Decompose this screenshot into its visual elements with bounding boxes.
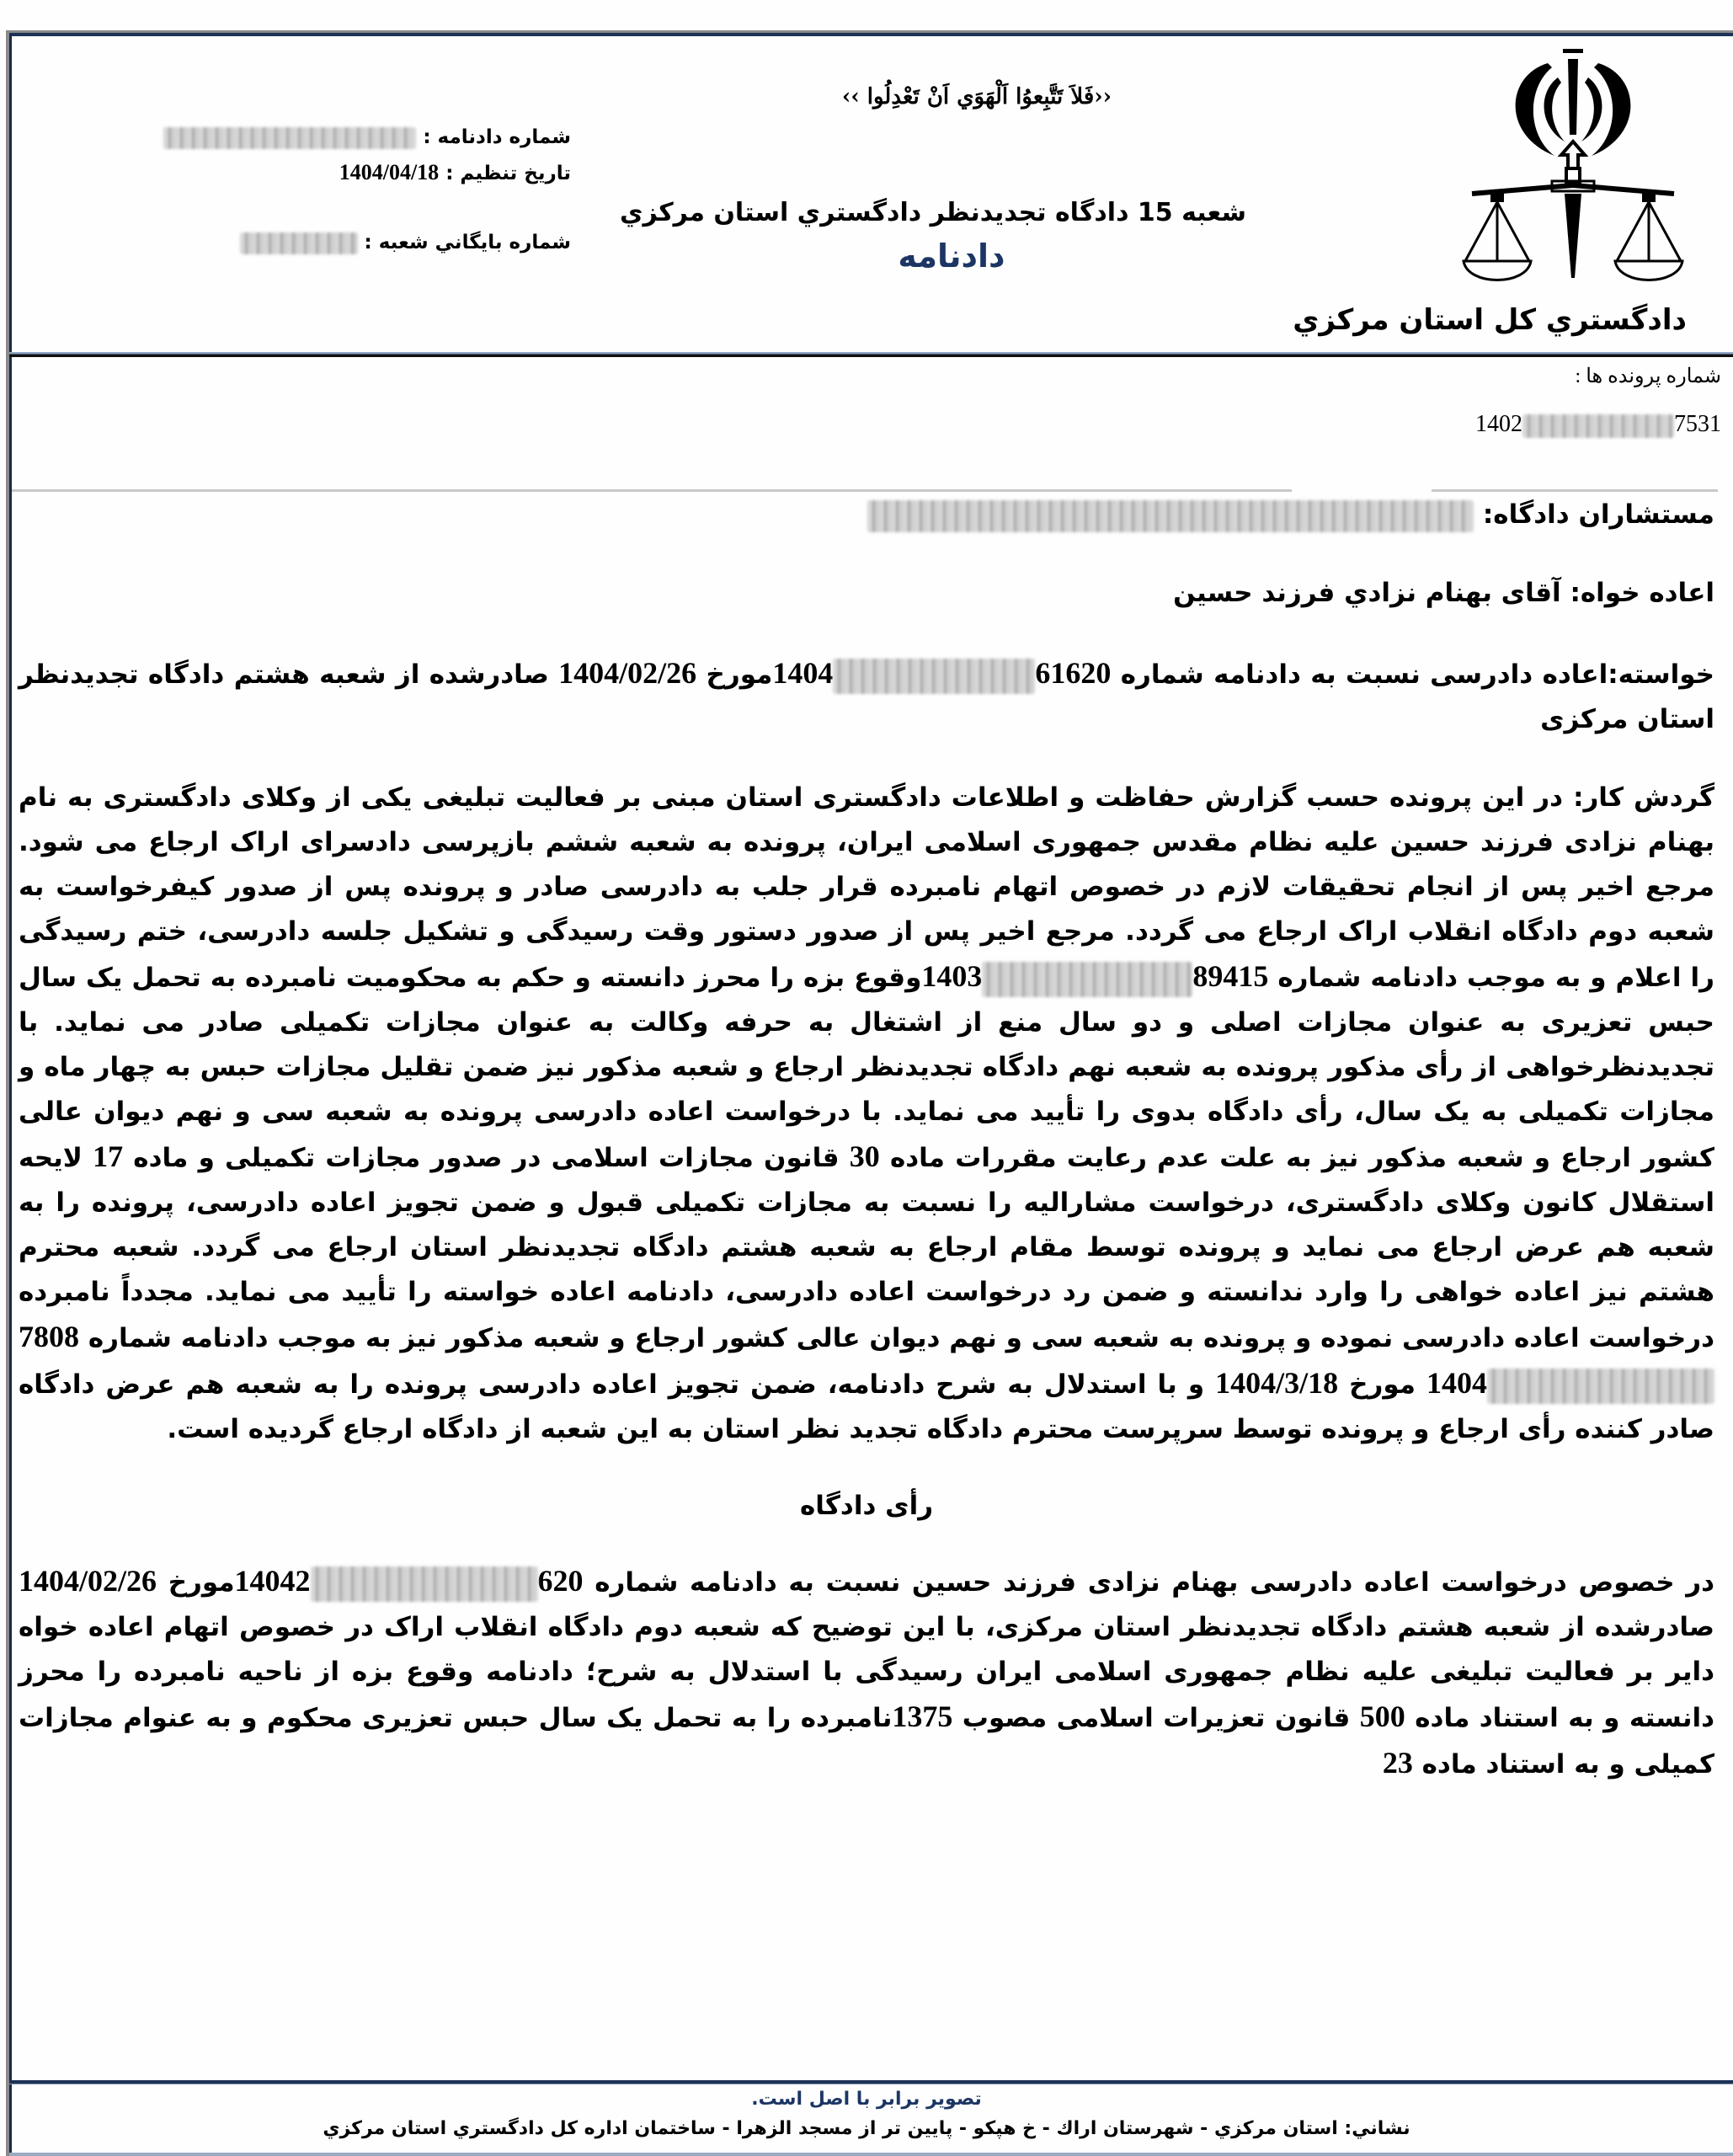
article-number: 500 bbox=[1359, 1700, 1405, 1733]
request-text: صادرشده از شعبه هشتم دادگاه تجدیدنظر استان مرکزی bbox=[19, 659, 1714, 734]
redacted-counsel-names bbox=[867, 500, 1474, 532]
ruling-date: 1404/3/18 bbox=[1215, 1366, 1339, 1400]
verdict-text: نامبرده را به تحمل یک سال حبس تعزیری محکوم و به عنوام مجازات کمیلی و به استناد ماده bbox=[19, 1703, 1714, 1780]
ruling-number-year: 14042 bbox=[234, 1564, 311, 1598]
request-number-part: 61620 bbox=[1035, 656, 1112, 690]
proceedings-label: گردش کار: bbox=[1573, 782, 1714, 813]
case-number-prefix: 1402 bbox=[1475, 411, 1522, 437]
ruling-number-part: 7808 bbox=[19, 1320, 79, 1353]
case-number-suffix: 7531 bbox=[1674, 411, 1721, 437]
ruling-number-part: 89415 bbox=[1192, 959, 1269, 993]
counsel-label: مستشاران دادگاه: bbox=[1482, 499, 1714, 530]
verdict-number-field bbox=[163, 126, 571, 149]
verdict-text: قانون تعزیرات اسلامی مصوب bbox=[952, 1703, 1360, 1733]
redacted-archive-number bbox=[240, 232, 358, 254]
document-title: دادنامه bbox=[898, 237, 1005, 275]
proceedings-text: لایحه استقلال کانون وکلای دادگستری، درخواست مشارالیه را نسبت به مجازات تکمیلی قبول و ضمن تجویز اعاده دادرسی، پرونده را به شعبه هم عرض ارجاع می نماید و پرونده توسط مقام ارجاع به شعبه هشتم دادگاه تجدیدنظر استان ارجاع می گردد. شعبه محترم هشتم نیز اعاده خواهی را وارد ندانسته و ضمن رد درخواست اعاده دادرسی، دادنامه اعاده خواسته را تأیید می نماید. مجدداً نامبرده درخواست اعاده دادرسی نموده و پرونده به شعبه سی و نهم دیوان عالی کشور ارجاع و شعبه مذکور نیز به موجب دادنامه شماره bbox=[19, 1143, 1714, 1353]
request-text: اعاده دادرسی نسبت به دادنامه شماره bbox=[1111, 659, 1608, 690]
court-counsel-line bbox=[19, 493, 1714, 537]
proceedings-text: مورخ bbox=[1338, 1369, 1426, 1400]
case-numbers-label: شماره پرونده ها : bbox=[1575, 366, 1721, 387]
organization-name: دادگستري كل استان مركزي bbox=[1293, 303, 1687, 337]
request-label: خواسته: bbox=[1608, 659, 1714, 690]
ruling-number-part: 620 bbox=[537, 1564, 584, 1598]
article-number: 23 bbox=[1382, 1746, 1413, 1780]
request-text: مورخ bbox=[696, 659, 773, 690]
appellant-value: آقای بهنام نزادي فرزند حسين bbox=[1173, 578, 1561, 608]
ruling-number-year: 1404 bbox=[1426, 1366, 1487, 1400]
proceedings-text: در این پرونده حسب گزارش حفاظت و اطلاعات دادگستری استان مبنی بر فعالیت تبلیغی یکی از وکلای دادگستری به نام بهنام نزادی فرزند حسین علیه نظام مقدس جمهوری اسلامی ایران، پرونده به شعبه ششم بازپرسی دادسرای اراک ارجاع می شود. مرجع اخیر پس از انجام تحقیقات لازم در خصوص اتهام نامبرده قرار جلب به دادرسی صادر و پرونده پس از صدور کیفرخواست به شعبه دوم دادگاه انقلاب اراک ارجاع می گردد. مرجع اخیر پس از صدور دستور وقت رسیدگی و تشکیل جلسه دادرسی، ختم رسیدگی را اعلام و به موجب دادنامه شماره bbox=[19, 782, 1714, 993]
case-number bbox=[1475, 411, 1721, 438]
ruling-number-year: 1403 bbox=[921, 959, 983, 993]
proceedings-text: و با استدلال به شرح دادنامه، ضمن تجویز اعاده دادرسی پرونده را به شعبه هم عرض دادگاه صادر کننده رأی ارجاع و پرونده توسط سرپرست محترم دادگاه تجدید نظر استان به این شعبه از دادگاه ارجاع گردیده است. bbox=[19, 1369, 1714, 1444]
archive-number-label: شماره بايگاني شعبه : bbox=[364, 232, 571, 253]
court-branch-title: شعبه 15 دادگاه تجديدنظر دادگستري استان مركزي bbox=[620, 198, 1246, 227]
verdict-number-label: شماره دادنامه : bbox=[423, 126, 571, 148]
verdict-text: در خصوص درخواست اعاده دادرسی بهنام نزادی فرزند حسین نسبت به دادنامه شماره bbox=[583, 1567, 1715, 1598]
redacted-case-number bbox=[1522, 414, 1674, 438]
request-paragraph bbox=[19, 651, 1714, 742]
verdict-body bbox=[19, 493, 1714, 1787]
certified-copy-note: تصوير برابر با اصل است. bbox=[751, 2089, 982, 2110]
appellant-line bbox=[19, 571, 1714, 616]
law-year: 1375 bbox=[892, 1700, 953, 1733]
header-divider bbox=[9, 352, 1733, 357]
court-address bbox=[0, 2118, 1733, 2139]
ruling-date: 1404/02/26 bbox=[19, 1564, 157, 1598]
proceedings-paragraph bbox=[19, 776, 1714, 1452]
section-divider-right bbox=[1432, 489, 1718, 492]
issue-date-label: تاريخ تنظيم : bbox=[445, 163, 571, 184]
redacted-number bbox=[833, 659, 1035, 694]
page-bottom-border bbox=[9, 2153, 1733, 2156]
address-value: استان مركزي - شهرستان اراك - خ هپكو - پايين تر از مسجد الزهرا - ساختمان اداره كل دادگستري استان مركزي bbox=[323, 2118, 1345, 2139]
archive-number-field bbox=[240, 232, 572, 254]
proceedings-text: وقوع بزه را محرز دانسته و حکم به محکومیت نامبرده به تحمل یک سال حبس تعزیری به عنوان مجازات اصلی و دو سال منع از اشتغال به حرفه وکالت به عنوان مجازات تکمیلی صادر می نماید. با تجدیدنظرخواهی از رأی مذکور پرونده به شعبه نهم دادگاه تجدیدنظر ارجاع و شعبه مذکور نیز ضمن تقلیل مجازات حبس به چهار ماه و مجازات تکمیلی به یک سال، رأی دادگاه بدوی را تأیید می نماید. با درخواست اعاده دادرسی پرونده به شعبه سی و نهم دیوان عالی کشور ارجاع و شعبه مذکور نیز به علت عدم رعایت مقررات ماده bbox=[19, 963, 1714, 1173]
appellant-label: اعاده خواه: bbox=[1570, 578, 1714, 608]
verdict-paragraph bbox=[19, 1559, 1714, 1787]
header-verse: ‹‹فَلاَ تَتَّبِعوُا اَلْهَوَي اَنْ تَعْدِلُوا ›› bbox=[841, 84, 1112, 109]
redacted-number bbox=[982, 962, 1192, 997]
verdict-text: صادرشده از شعبه هشتم دادگاه تجدیدنظر استان مرکزی، با این توضیح که شعبه دوم دادگاه انقلاب اراک در خصوص اتهام اعاده خواه دایر بر فعالیت تبلیغی علیه نظام جمهوری اسلامی ایران رسیدگی با استدلال به شرح؛ دادنامه وقوع بزه از ناحیه نامبرده را محرز دانسته و به استناد ماده bbox=[19, 1612, 1715, 1733]
issue-date-field bbox=[339, 160, 571, 185]
article-number: 30 bbox=[849, 1139, 880, 1173]
request-number-year: 1404 bbox=[772, 656, 834, 690]
verdict-section-title: رأی دادگاه bbox=[799, 1491, 934, 1521]
judiciary-emblem-icon bbox=[1447, 42, 1699, 295]
redacted-number bbox=[311, 1566, 538, 1602]
issue-date-value: 1404/04/18 bbox=[339, 160, 440, 184]
request-date: 1404/02/26 bbox=[558, 656, 697, 690]
article-number: 17 bbox=[93, 1139, 124, 1173]
proceedings-text: قانون مجازات اسلامی در صدور مجازات تکمیلی و ماده bbox=[123, 1143, 850, 1173]
address-label: نشاني: bbox=[1344, 2118, 1410, 2139]
verdict-text: مورخ bbox=[157, 1567, 235, 1598]
section-divider bbox=[12, 489, 1292, 492]
redacted-verdict-number bbox=[163, 127, 416, 149]
redacted-number bbox=[1487, 1369, 1714, 1404]
